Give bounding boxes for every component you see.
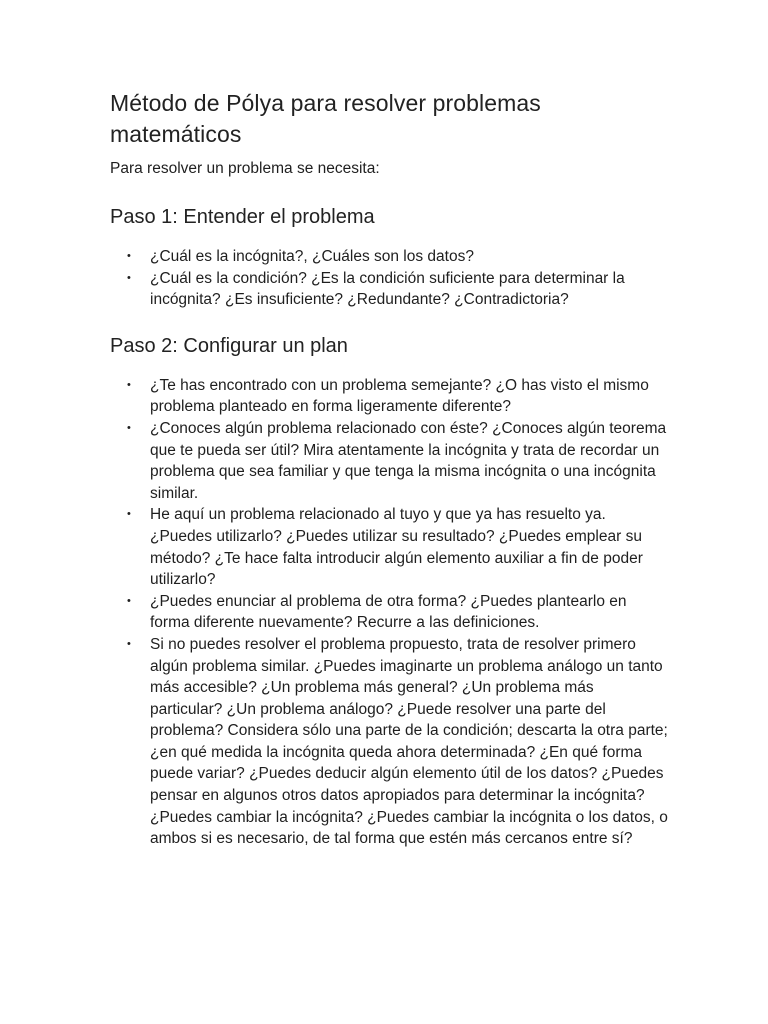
bullet-icon: • <box>127 637 131 650</box>
list-item <box>110 591 668 634</box>
list-item-text: ¿Te has encontrado con un problema semejante? ¿O has visto el mismo problema planteado en forma ligeramente diferente? <box>150 376 649 416</box>
list-item-text: He aquí un problema relacionado al tuyo y que ya has resuelto ya. ¿Puedes utilizarlo? ¿Puedes utilizar su resultado? ¿Puedes emplear su método? ¿Te hace falta introducir algún elemento auxiliar a fin de poder utilizarlo? <box>150 506 643 589</box>
list-item <box>110 375 668 418</box>
list-item <box>110 246 668 268</box>
section-step-2 <box>110 333 668 850</box>
list-item-text: ¿Cuál es la incógnita?, ¿Cuáles son los datos? <box>150 248 474 265</box>
list-item-text: ¿Puedes enunciar al problema de otra forma? ¿Puedes plantearlo en forma diferente nuevamente? Recurre a las definiciones. <box>150 592 627 632</box>
bullet-icon: • <box>127 594 131 607</box>
bullet-icon: • <box>127 508 131 521</box>
section-heading: Paso 1: Entender el problema <box>110 206 375 228</box>
section-heading: Paso 2: Configurar un plan <box>110 334 348 357</box>
list-item-text: ¿Cuál es la condición? ¿Es la condición suficiente para determinar la incógnita? ¿Es insuficiente? ¿Redundante? ¿Contradictoria? <box>150 269 625 309</box>
intro-text: Para resolver un problema se necesita: <box>110 160 380 177</box>
bullet-icon: • <box>127 271 131 284</box>
list-item <box>110 634 668 850</box>
list-item-text: Si no puedes resolver el problema propuesto, trata de resolver primero algún problema similar. ¿Puedes imaginarte un problema análogo un tanto más accesible? ¿Un problema más general? ¿Un problema más particular? ¿Un problema análogo? ¿Puede resolver una parte del problema? Considera sólo una parte de la condición; descarta la otra parte; ¿en qué medida la incógnita queda ahora determinada? ¿En qué forma puede variar? ¿Puedes deducir algún elemento útil de los datos? ¿Puedes pensar en algunos otros datos apropiados para determinar la incógnita? ¿Puedes cambiar la incógnita? ¿Puedes cambiar la incógnita o los datos, o ambos si es necesario, de tal forma que estén más cercanos entre sí? <box>150 635 668 848</box>
bullet-icon: • <box>127 250 131 262</box>
bullet-list <box>110 246 668 311</box>
bullet-icon: • <box>127 378 131 391</box>
list-item <box>110 504 668 590</box>
list-item-text: ¿Conoces algún problema relacionado con éste? ¿Conoces algún teorema que te pueda ser útil? Mira atentamente la incógnita y trata de recordar un problema que sea familiar y que tenga la misma incógnita o una incógnita similar. <box>150 419 667 502</box>
list-item <box>110 268 668 311</box>
page-title: Método de Pólya para resolver problemas matemáticos <box>110 90 541 147</box>
section-step-1 <box>110 204 668 311</box>
bullet-icon: • <box>127 421 131 434</box>
list-item <box>110 418 668 504</box>
bullet-list <box>110 375 668 850</box>
